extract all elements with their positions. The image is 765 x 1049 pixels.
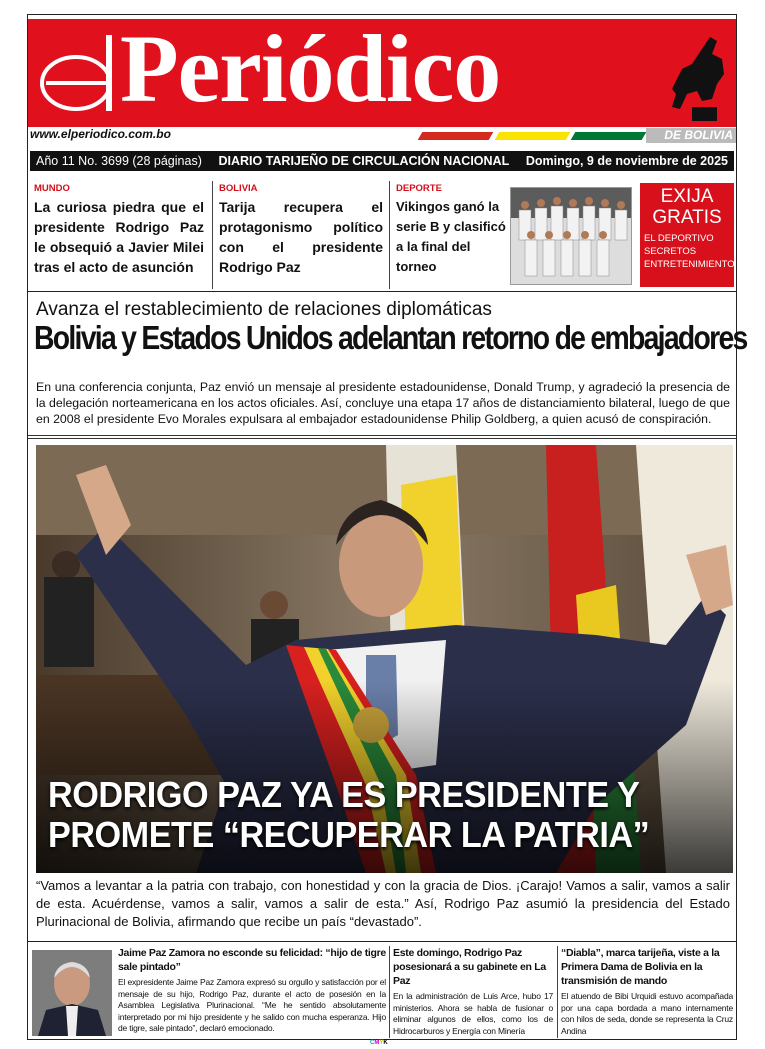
print-mark: Y: [379, 1040, 384, 1046]
masthead: [28, 19, 736, 127]
divider: [28, 438, 736, 439]
main-quote: “Vamos a levantar a la patria con trabajo, con honestidad y con la gracia de Dios. ¡Carajo! Vamos a salir, vamos a salir de esta. Acuérdense, vamos a salir, vamos a salir de esta.” Así, Rodrigo Paz asumió la presidencia del Estado Plurinacional de Bolivia, afirmando que recibe un país “devastado”.: [36, 878, 730, 929]
masthead-subbar: [28, 127, 736, 145]
column-divider: [389, 181, 390, 289]
lead-body: En una conferencia conjunta, Paz envió un mensaje al presidente estadounidense, Donald Trump, y agradeció la presencia de la delegación norteamericana en los actos oficiales. Así, concluye una etapa 17 años de distanciamiento bilateral, luego de que en 2008 el presidente Evo Morales expulsara al embajador estadounidense Philip Goldberg, a quien acusó de conspiración.: [36, 380, 730, 426]
column-divider: [212, 181, 213, 289]
lead-headline[interactable]: Bolivia y Estados Unidos adelantan retorno de embajadores: [34, 319, 747, 356]
teaser-headline: Tarija recupera el protagonismo político con el presidente Rodrigo Paz: [219, 199, 383, 275]
front-page: [27, 14, 747, 1040]
bottom-headline: Este domingo, Rodrigo Paz posesionará a su gabinete en La Paz: [393, 947, 546, 987]
teaser-mundo[interactable]: [30, 183, 208, 277]
print-mark: M: [374, 1040, 380, 1046]
bottom-headline: Jaime Paz Zamora no esconde su felicidad: “hijo de tigre sale pintado”: [118, 947, 386, 973]
promo-line2: GRATIS: [652, 207, 722, 228]
main-headline[interactable]: [48, 775, 675, 855]
bottom-body: El atuendo de Bibi Urquidi estuvo acompañada por una capa bordada a mano internamente con hilos de seda, donde se representa la Cruz Andina: [561, 991, 733, 1036]
promo-box[interactable]: [640, 183, 734, 287]
print-color-marks: [370, 1040, 388, 1046]
teaser-deporte[interactable]: [392, 183, 510, 277]
promo-item: ENTRETENIMIENTO: [644, 259, 735, 270]
edition-number: Año 11 No. 3699 (28 páginas): [36, 154, 202, 168]
print-mark: K: [383, 1040, 388, 1046]
el-logo: [36, 31, 122, 117]
teaser-section: DEPORTE: [396, 183, 442, 194]
edition-bar: [30, 151, 734, 171]
issue-date: Domingo, 9 de noviembre de 2025: [525, 154, 728, 168]
statue-icon: [662, 29, 732, 124]
column-divider: [389, 946, 390, 1038]
flag-stripe-yellow: [494, 132, 569, 140]
column-divider: [557, 946, 558, 1038]
promo-item: EL DEPORTIVO: [644, 233, 714, 244]
bottom-headline: “Diabla”, marca tarijeña, viste a la Primera Dama de Bolivia en la transmisión de mando: [561, 947, 720, 987]
bottom-stories: [28, 941, 736, 1041]
bottom-body: En la administración de Luis Arce, hubo 17 ministerios. Ahora se habla de fusionar o eliminar algunos de ellos, como los de Hidrocarburos y Energía con Minería: [393, 991, 553, 1036]
teaser-section: MUNDO: [34, 183, 70, 194]
bottom-story-2[interactable]: [393, 946, 553, 1037]
teaser-headline: La curiosa piedra que el presidente Rodrigo Paz le obsequió a Javier Milei tras el acto de asunción: [34, 199, 204, 275]
jaime-paz-graphic: [32, 950, 112, 1036]
promo-item: SECRETOS: [644, 246, 697, 257]
bottom-story-1[interactable]: [118, 946, 386, 1035]
lead-kicker: Avanza el restablecimiento de relaciones diplomáticas: [36, 299, 492, 320]
bottom-story-3[interactable]: [561, 946, 733, 1037]
masthead-subtitle: DE BOLIVIA: [646, 128, 736, 143]
team-photo[interactable]: [510, 187, 632, 285]
website-link[interactable]: www.elperiodico.com.bo: [30, 127, 171, 141]
tagline: DIARIO TARIJEÑO DE CIRCULACIÓN NACIONAL: [218, 154, 510, 168]
divider: [28, 435, 736, 436]
teaser-headline: Vikingos ganó la serie B y clasificó a la final del torneo: [396, 199, 506, 274]
flag-stripe-red: [418, 132, 493, 140]
flag-stripe-green: [571, 132, 646, 140]
bottom-body: El expresidente Jaime Paz Zamora expresó su orgullo y satisfacción por el mensaje de su hijo, Rodrigo Paz, durante el acto de posesión en la Asamblea Legislativa Plurinacional. “Me he sentido absolutamente interpretado por mi hijo presidente y he salido con mucha esperanza. Hijo de tigre, sale pintado”, declaró emocionado.: [118, 977, 386, 1033]
print-mark: C: [370, 1040, 375, 1046]
newspaper-title: Periódico: [120, 19, 501, 122]
teaser-section: BOLIVIA: [219, 183, 258, 194]
teaser-bolivia[interactable]: [215, 183, 387, 277]
jaime-paz-photo[interactable]: [32, 950, 112, 1036]
main-headline-line1: RODRIGO PAZ YA ES PRESIDENTE Y: [48, 774, 640, 815]
flag-strip: [420, 132, 650, 140]
team-photo-graphic: [511, 188, 632, 285]
teaser-strip: [28, 177, 736, 292]
promo-line1: EXIJA: [660, 186, 714, 207]
main-headline-line2: PROMETE “RECUPERAR LA PATRIA”: [48, 814, 650, 855]
